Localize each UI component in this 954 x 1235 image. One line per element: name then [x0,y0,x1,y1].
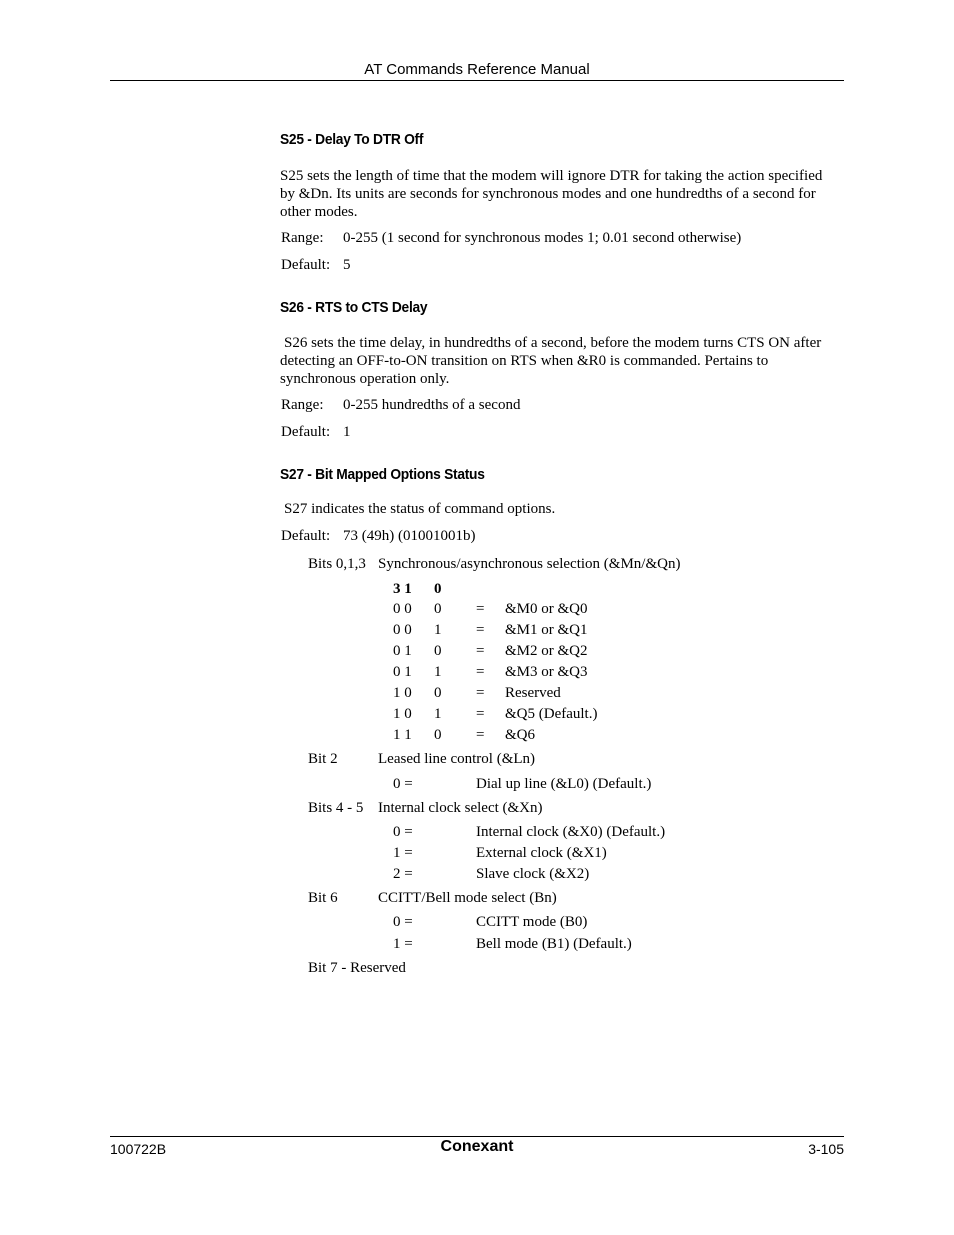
footer-page-number: 3-105 [808,1141,844,1157]
s25-default-label: Default: [281,257,331,273]
bits013-row-equals: = [476,643,485,659]
s25-heading: S25 - Delay To DTR Off [280,131,424,148]
bit6-option-value: CCITT mode (B0) [476,914,588,930]
footer-company: Conexant [440,1138,514,1155]
s26-default-label: Default: [281,424,331,440]
bits013-row-bits31: 1 0 [393,706,412,722]
s27-description: S27 indicates the status of command options. [284,501,556,517]
bits013-header-bit0: 0 [434,581,442,597]
bits013-row-bit0: 0 [434,685,442,701]
bit6-label: Bit 6 [308,890,338,906]
s26-description: S26 sets the time delay, in hundredths of a second, before the modem turns CTS ON after detecting an OFF-to-ON transition on RTS when &R0 is commanded. Pertains to synchronous operation only. [280,335,822,387]
bits013-row-bits31: 0 1 [393,643,412,659]
s25-range-value: 0-255 (1 second for synchronous modes 1; 0.01 second otherwise) [343,230,742,246]
bits013-row-value: &Q6 [505,727,535,743]
s26-range-label: Range: [281,397,324,413]
bit2-option-key: 0 = [393,776,413,792]
s26-default-value: 1 [343,424,351,440]
footer-doc-number: 100722B [110,1141,167,1157]
bits013-row-bits31: 0 1 [393,664,412,680]
bit6-option-value: Bell mode (B1) (Default.) [476,936,632,952]
bits013-row-bits31: 0 0 [393,622,412,638]
bits45-label: Bits 4 - 5 [308,800,364,816]
bits013-row-bit0: 1 [434,664,442,680]
bit6-description: CCITT/Bell mode select (Bn) [378,890,557,906]
bits013-row-value: &M3 or &Q3 [505,664,588,680]
bits45-option-value: Internal clock (&X0) (Default.) [476,824,666,840]
bits013-row-bit0: 0 [434,601,442,617]
bits013-row-equals: = [476,601,485,617]
bit2-option-value: Dial up line (&L0) (Default.) [476,776,652,792]
bits013-row-value: &M2 or &Q2 [505,643,588,659]
header-rule [110,80,844,81]
bits013-row-bit0: 0 [434,727,442,743]
bits013-row-value: Reserved [505,685,561,701]
bits45-option-value: Slave clock (&X2) [476,866,590,882]
bits013-row-equals: = [476,727,485,743]
bits013-row-bits31: 1 0 [393,685,412,701]
bits013-row-bits31: 1 1 [393,727,412,743]
bits013-row-equals: = [476,622,485,638]
bits013-row-value: &M0 or &Q0 [505,601,588,617]
s27-heading: S27 - Bit Mapped Options Status [280,466,485,483]
footer-rule [110,1136,844,1137]
bits013-row-bits31: 0 0 [393,601,412,617]
s26-range-value: 0-255 hundredths of a second [343,397,521,413]
bits013-row-equals: = [476,685,485,701]
bit2-description: Leased line control (&Ln) [378,751,536,767]
s26-heading: S26 - RTS to CTS Delay [280,299,428,316]
bits013-description: Synchronous/asynchronous selection (&Mn/&Qn) [378,556,681,572]
bits013-label: Bits 0,1,3 [308,556,366,572]
s25-description: S25 sets the length of time that the modem will ignore DTR for taking the action specified by &Dn. Its units are seconds for synchronous modes and one hundredths of a second for other modes. [280,168,823,220]
bit2-label: Bit 2 [308,751,338,767]
bits013-row-bit0: 1 [434,622,442,638]
bits013-row-equals: = [476,706,485,722]
bits013-row-value: &Q5 (Default.) [505,706,598,722]
bits013-row-bit0: 0 [434,643,442,659]
s27-default-value: 73 (49h) (01001001b) [343,528,476,544]
bit6-option-key: 0 = [393,914,413,930]
bits013-row-bit0: 1 [434,706,442,722]
bits013-header-bits31: 3 1 [393,581,412,597]
bits45-description: Internal clock select (&Xn) [378,800,543,816]
bits45-option-key: 1 = [393,845,413,861]
running-header: AT Commands Reference Manual [364,61,590,78]
s25-range-label: Range: [281,230,324,246]
bit6-option-key: 1 = [393,936,413,952]
bits45-option-value: External clock (&X1) [476,845,607,861]
bits45-option-key: 0 = [393,824,413,840]
bits013-row-equals: = [476,664,485,680]
s25-default-value: 5 [343,257,351,273]
bits013-row-value: &M1 or &Q1 [505,622,588,638]
s27-default-label: Default: [281,528,331,544]
bits45-option-key: 2 = [393,866,413,882]
bit7-label: Bit 7 - Reserved [308,960,406,976]
